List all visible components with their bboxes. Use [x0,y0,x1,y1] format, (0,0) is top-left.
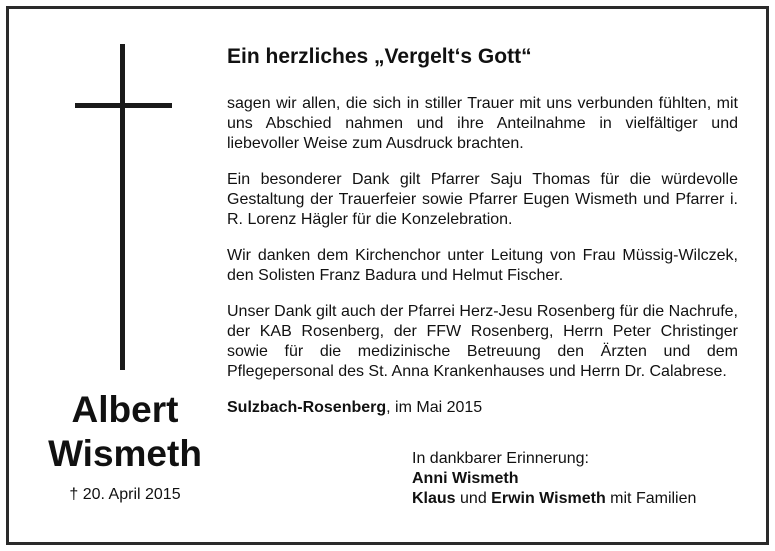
mourner-name-1: Anni Wismeth [412,470,519,487]
mourner-line-2 [412,489,696,509]
suffix-text: mit Familien [605,490,697,507]
connector-text: und [455,490,492,507]
thanks-paragraph-2: Ein besonderer Dank gilt Pfarrer Saju Thomas für die würdevolle Gestaltung der Trauerfeier sowie Pfarrer Eugen Wismeth und Pfarrer i. R. Lorenz Hägler für die Konzelebration. [227,171,738,228]
cross-icon [120,44,125,370]
deceased-name [30,388,220,476]
notice-headline: Ein herzliches „Vergelt‘s Gott“ [227,45,532,68]
place-date-line [227,398,738,418]
mourner-name-2b: Erwin Wismeth [491,490,606,507]
thanks-paragraph-1: sagen wir allen, die sich in stiller Trauer mit uns verbunden fühlten, mit uns Abschied nahmen und ihre Anteilnahme in vielfältiger und liebevoller Weise zum Ausdruck brachten. [227,95,738,152]
cross-icon-bar [75,103,172,108]
deceased-first-name: Albert [71,389,179,430]
thanks-paragraph-3: Wir danken dem Kirchenchor unter Leitung von Frau Müssig-Wilczek, den Solisten Franz Badura und Helmut Fischer. [227,247,738,284]
death-date-line [30,486,220,504]
mourner-name-2a: Klaus [412,490,456,507]
date-text: , im Mai 2015 [386,399,483,416]
dagger-icon: † [69,486,79,503]
remembrance-intro: In dankbarer Erinnerung: [412,450,589,467]
deceased-last-name: Wismeth [48,433,202,474]
remembrance-block [412,449,696,509]
thanks-paragraph-4: Unser Dank gilt auch der Pfarrei Herz-Jesu Rosenberg für die Nachrufe, der KAB Rosenberg, der FFW Rosenberg, Herrn Peter Christinger sowie für die medizinische Betreuung den Ärzten und dem Pflegepersonal des St. Anna Krankenhauses und Herrn Dr. Calabrese. [227,303,738,380]
notice-body [227,44,738,418]
death-date: 20. April 2015 [82,486,181,503]
place-name: Sulzbach-Rosenberg [227,399,387,416]
